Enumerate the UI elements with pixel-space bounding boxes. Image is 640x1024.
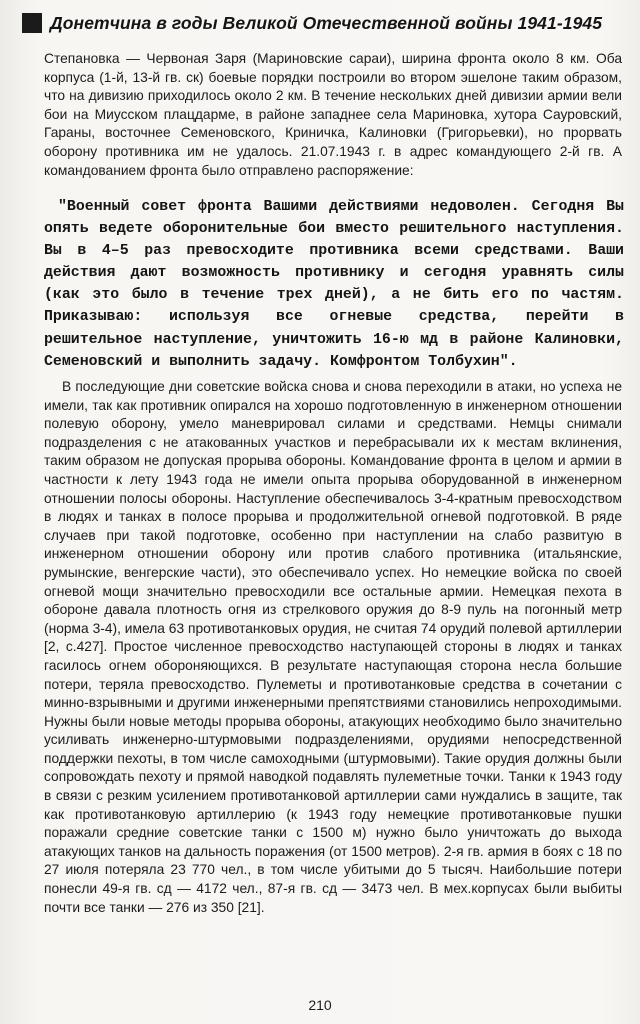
page-number: 210: [308, 997, 332, 1013]
paragraph-intro: Степановка — Червоная Заря (Мариновские сараи), ширина фронта около 8 км. Оба корпуса (1-й, 13-й гв. ск) боевые порядки построили во втором эшелоне таким образом, что на дивизию приходилось около 2 км. В течение нескольких дней дивизии армии вели бои на Миусском плацдарме, в районе западнее села Мариновка, хутора Сауровский, Гараны, восточнее Семеновского, Криничка, Калиновки (Григорьевки), но прорвать оборону противника им не удалось. 21.07.1943 г. в адрес командующего 2-й гв. А командованием фронта было отправлено распоряжение:: [44, 51, 622, 178]
header-square-marker: [22, 13, 42, 33]
paragraph-analysis: В последующие дни советские войска снова и снова переходили в атаки, но успеха не имели, так как противник опирался на хорошо подготовленную в инженерном отношении полевую оборону, умело маневрировал силами и средствами. Немцы снимали подразделения с не атакованных участков и перебрасывали их к местам вклинения, таким образом не допуская прорыва обороны. Командование фронта в целом и армии в частности к лету 1943 года не имели опыта прорыва оборудованной в инженерном отношении полосы обороны. Наступление обеспечивалось 3-4-кратным превосходством в людях и танках в полосе прорыва и продолжительной огневой подготовкой. В ряде случаев при такой подготовке, особенно при наступлении на слабо развитую в инженерном отношении оборону или против слабого противника (итальянские, румынские, венгерские части), это обеспечивало успех. Но немецкие войска по своей огневой мощи значительно превосходили все остальные армии. Немецкая пехота в обороне давала плотность огня из стрелкового оружия до 8-9 пуль на погонный метр (норма 3-4), имела 63 противотанковых орудия, не считая 74 орудий полевой артиллерии [2, с.427]. Простое численное превосходство наступающей стороны в людях и танках гасилось огнем обороняющихся. В результате наступающая сторона несла большие потери, теряла превосходство. Пулеметы и противотанковые средства в сочетании с минно-взрывными и другими инженерными препятствиями становились непроходимыми. Нужны были новые методы прорыва обороны, атакующих необходимо было значительно усиливать инженерно-штурмовыми подразделениями, орудиями непосредственной поддержки пехоты, в том числе самоходными (штурмовыми). Такие орудия должны были сопровождать пехоту и прямой наводкой подавлять пулеметные точки. Танки к 1943 году в связи с резким усилением противотанковой артиллерии сами нуждались в защите, так как противотанковую артиллерию (к 1943 году немецкие противотанковые пушки поражали средние советские танки с 1500 м) нужно было уничтожать до выхода атакующих танков на дальность поражения (от 1500 метров). 2-я гв. армия в боях с 18 по 27 июля потеряла 23 770 чел., в том числе убитыми до 5 тысяч. Наибольшие потери понесли 49-я гв. сд — 4172 чел., 87-я гв. сд — 3473 чел. В мех.корпусах были выбиты почти все танки — 276 из 350 [21].: [44, 379, 622, 915]
running-header: [22, 9, 602, 37]
typewritten-order-quote: "Военный совет фронта Вашими действиями недоволен. Сегодня Вы опять ведете оборонительные бои вместо решительного наступления. Вы в 4–5 раз превосходите противника всеми средствами. Ваши действия дают возможность противнику и сегодня уравнять силы (как это было в течение трех дней), а не бить его по частям. Приказываю: используя все огневые средства, перейти в решительное наступление, уничтожить 16-ю мд в районе Калиновки, Семеновский и выполнить задачу. Комфронтом Толбухин".: [44, 199, 624, 370]
running-header-title: Донетчина в годы Великой Отечественной войны 1941-1945: [50, 12, 603, 33]
